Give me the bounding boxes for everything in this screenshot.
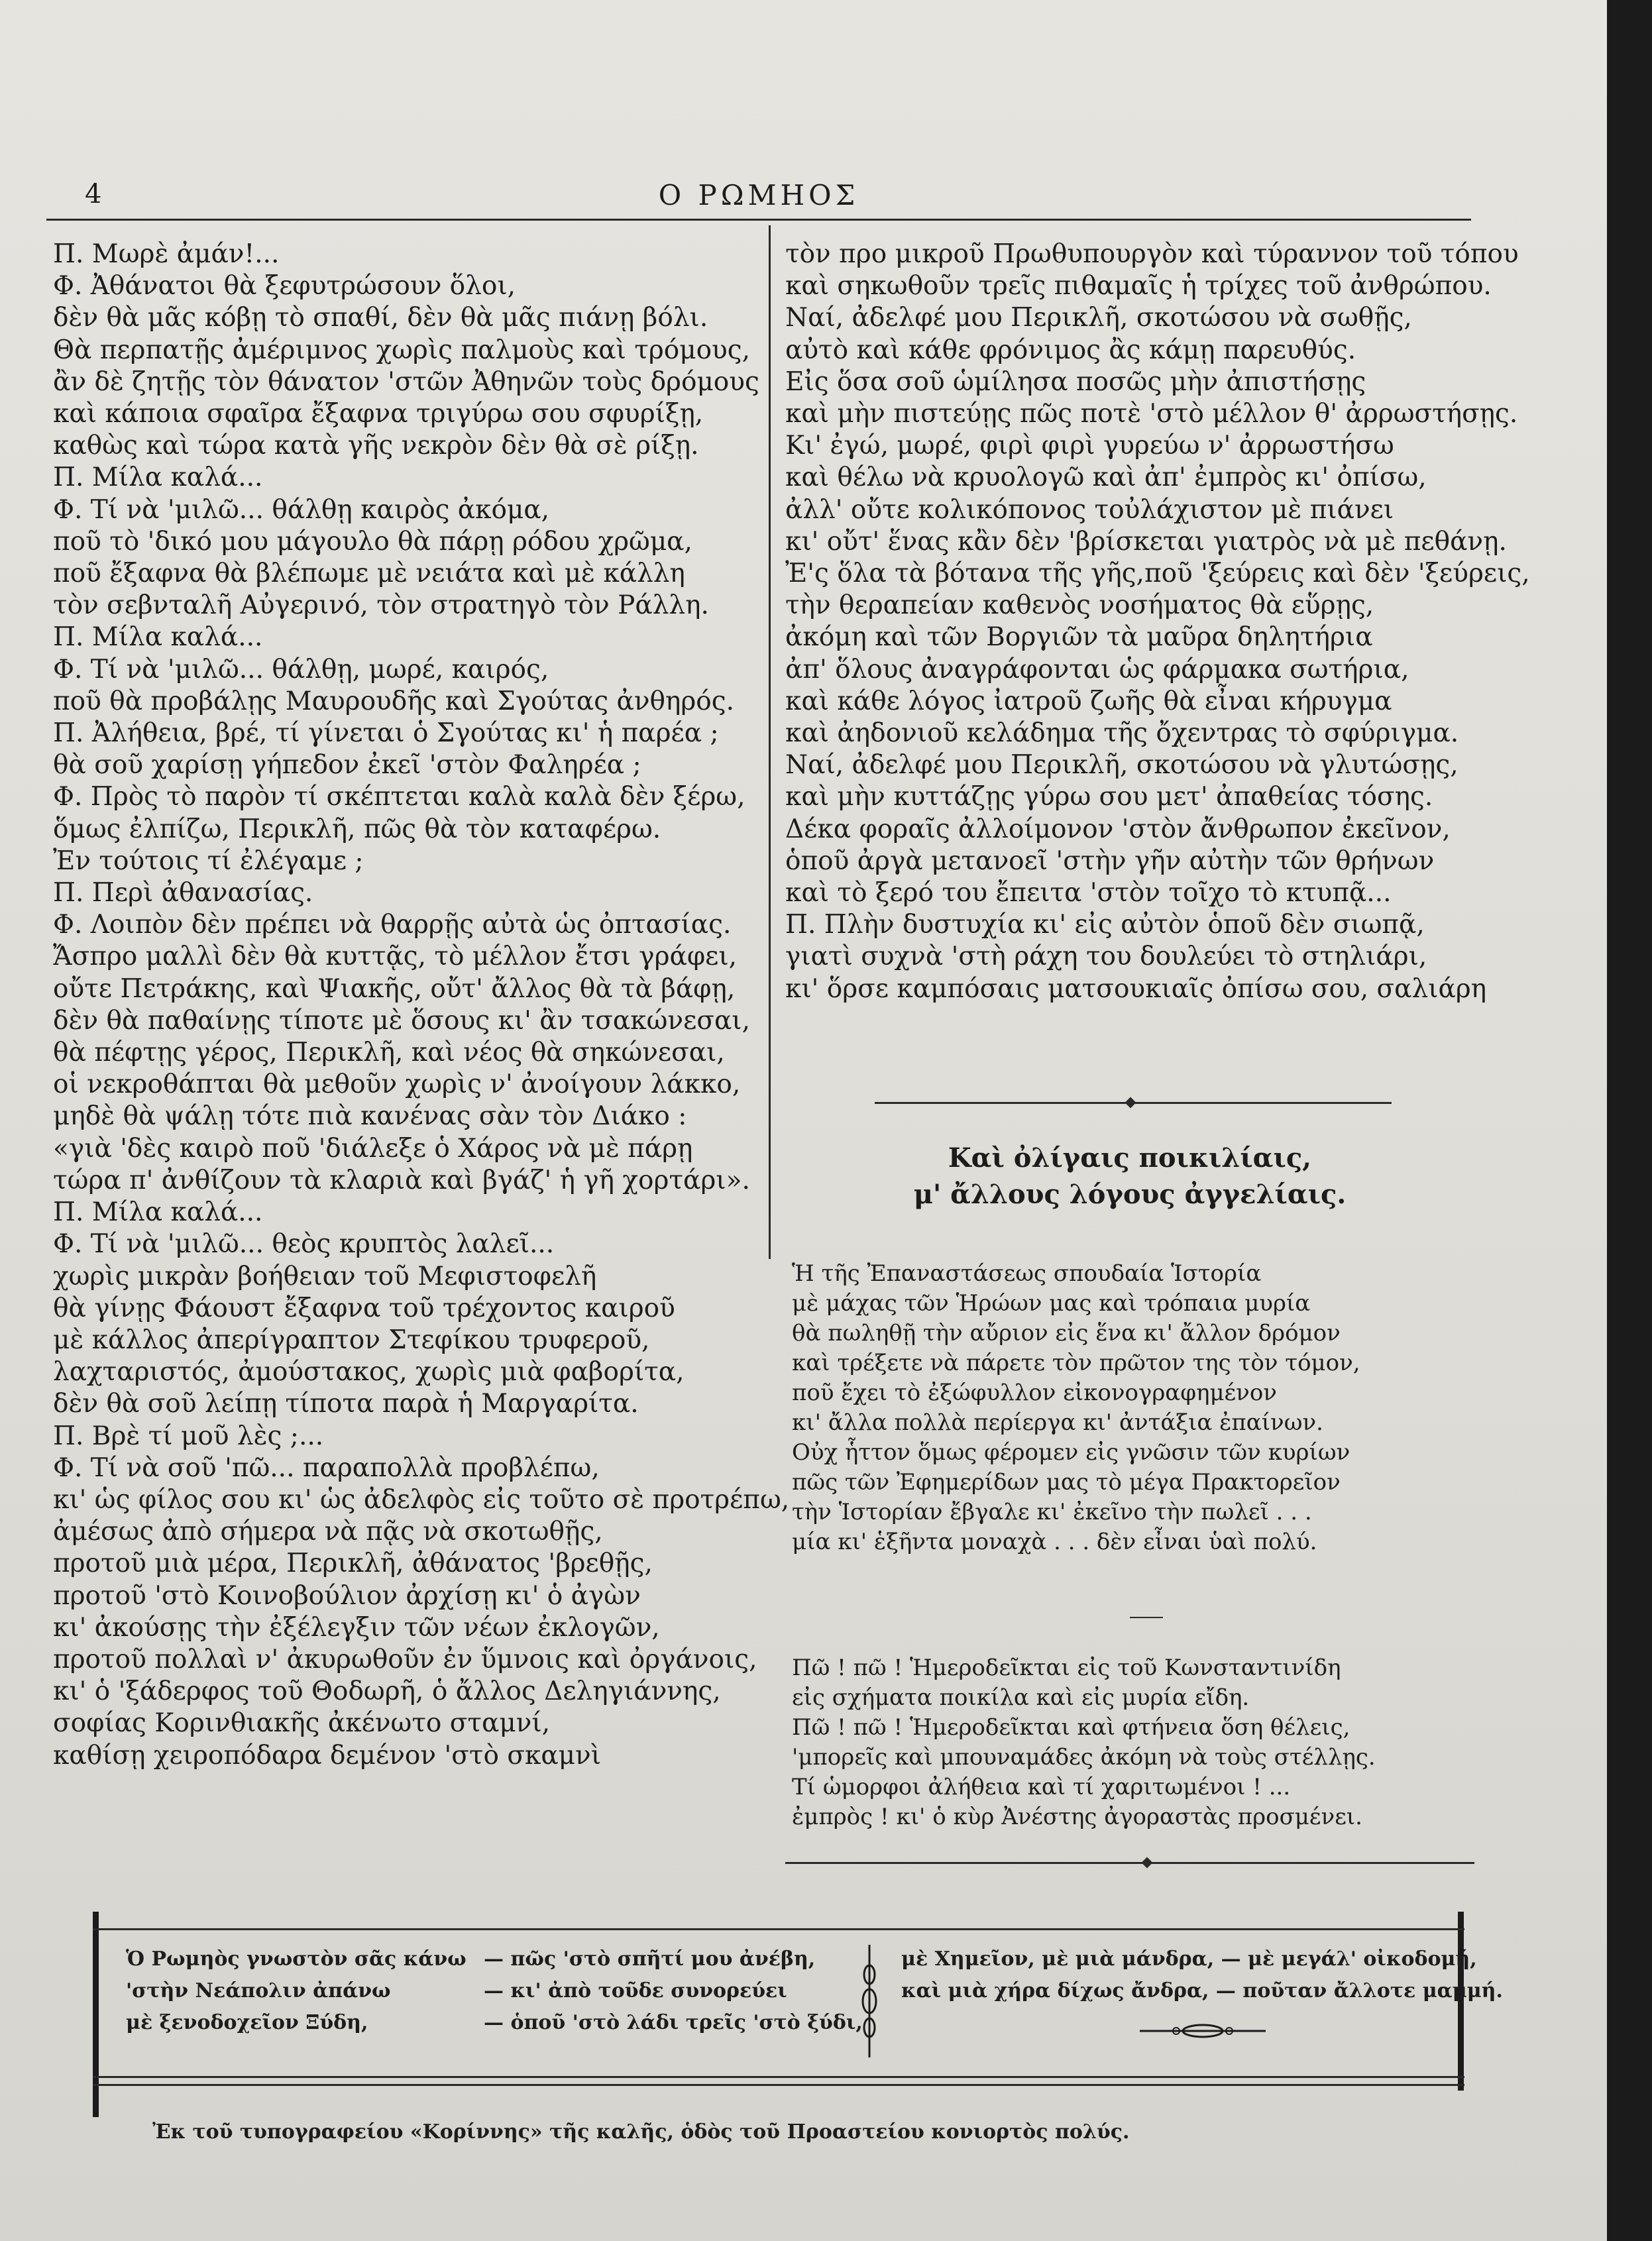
ad-left-text: [126, 1943, 863, 2039]
text-line: καθὼς καὶ τώρα κατὰ γῆς νεκρὸν δὲν θὰ σὲ ρίξῃ.: [53, 431, 699, 461]
text-line: Φ. Τί νὰ 'μιλῶ... θεὸς κρυπτὸς λαλεῖ...: [53, 1229, 555, 1260]
text-line: προτοῦ 'στὸ Κοινοβούλιον ἀρχίσῃ κι' ὁ ἀγὼν: [53, 1580, 641, 1611]
ad-line: [126, 2007, 863, 2039]
text-line: Π. Μίλα καλά...: [53, 622, 263, 653]
text-line: καὶ τρέξετε νὰ πάρετε τὸν πρῶτον της τὸν τόμον,: [792, 1350, 1360, 1376]
advertisement-box: [93, 1928, 1503, 2078]
text-line: τὸν σεβνταλῆ Αὐγερινό, τὸν στρατηγὸ τὸν Ράλλη.: [53, 590, 709, 621]
text-line: Π. Μωρὲ ἀμάν!...: [53, 239, 280, 269]
text-line: καθίσῃ χειροπόδαρα δεμένον 'στὸ σκαμνὶ: [53, 1740, 601, 1771]
text-line: 'μπορεῖς καὶ μπουναμάδες ἀκόμη νὰ τοὺς στέλλῃς.: [792, 1744, 1376, 1771]
text-line: αὐτὸ καὶ κάθε φρόνιμος ἂς κάμῃ παρευθύς.: [785, 335, 1356, 365]
text-line: λαχταριστός, ἀμούστακος, χωρὶς μιὰ φαβορίτα,: [53, 1357, 685, 1388]
ad-line-second-half: — πῶς 'στὸ σπῆτί μου ἀνέβη,: [484, 1947, 816, 1971]
ad-line: καὶ μιὰ χήρα δίχως ἄνδρα, — ποῦταν ἄλλοτε μαμμή.: [901, 1979, 1503, 2002]
text-line: δὲν θὰ μᾶς κόβῃ τὸ σπαθί, δὲν θὰ μᾶς πιάνῃ βόλι.: [53, 303, 708, 333]
text-line: ποῦ ἔχει τὸ ἐξώφυλλον εἰκονογραφημένον: [792, 1380, 1277, 1406]
text-line: ἀκόμη καὶ τῶν Βοργιῶν τὰ μαῦρα δηλητήρια: [785, 622, 1373, 653]
ad-line: μὲ Χημεῖον, μὲ μιὰ μάνδρα, — μὲ μεγάλ' οἰκοδομή,: [901, 1947, 1477, 1971]
ad-line-first-half: 'στὴν Νεάπολιν ἀπάνω: [126, 1979, 391, 2002]
text-line: δὲν θὰ σοῦ λείπῃ τίποτα παρὰ ἡ Μαργαρίτα.: [53, 1389, 639, 1419]
left-column: [53, 239, 790, 1772]
text-line: καὶ κάποια σφαῖρα ἔξαφνα τριγύρω σου σφυρίξῃ,: [53, 399, 704, 429]
ad-line-second-half: — ὁποῦ 'στὸ λάδι τρεῖς 'στὸ ξύδι,: [484, 2011, 863, 2034]
text-line: Φ. Τί νὰ σοῦ 'πῶ... παραπολλὰ προβλέπω,: [53, 1452, 600, 1483]
text-line: σοφίας Κορινθιακῆς ἀκένωτο σταμνί,: [53, 1708, 551, 1739]
footer-rule: [93, 2084, 1464, 2086]
text-line: τὴν Ἱστορίαν ἔβγαλε κι' ἐκεῖνο τὴν πωλεῖ . . .: [792, 1499, 1312, 1525]
text-line: Π. Μίλα καλά...: [53, 463, 263, 493]
text-line: μηδὲ θὰ ψάλῃ τότε πιὰ κανένας σὰν τὸν Διάκο :: [53, 1101, 687, 1132]
ad-line-first-half: μὲ ξενοδοχεῖον Ξύδη,: [126, 2011, 368, 2034]
text-line: μία κι' ἑξῆντα μοναχὰ . . . δὲν εἶναι ὑαὶ πολύ.: [792, 1529, 1317, 1555]
text-line: ἐμπρὸς ! κι' ὁ κὺρ Ἀνέστης ἀγοραστὰς προσμένει.: [792, 1804, 1362, 1830]
text-line: κι' ἀκούσῃς τὴν ἐξέλεγξιν τῶν νέων ἐκλογῶν,: [53, 1612, 660, 1643]
text-line: κι' ὁ 'ξάδερφος τοῦ Θοδωρῆ, ὁ ἄλλος Δεληγιάννης,: [53, 1676, 721, 1707]
text-line: γιατὶ συχνὰ 'στὴ ράχη του δουλεύει τὸ στηλιάρι,: [785, 942, 1427, 972]
text-line: πῶς τῶν Ἐφημερίδων μας τὸ μέγα Πρακτορεῖον: [792, 1469, 1341, 1496]
text-line: κι' ὡς φίλος σου κι' ὡς ἀδελφὸς εἰς τοῦτο σὲ προτρέπω,: [53, 1484, 790, 1515]
text-line: Οὐχ ἧττον ὅμως φέρομεν εἰς γνῶσιν τῶν κυρίων: [792, 1439, 1350, 1466]
text-line: ὁποῦ ἀργὰ μετανοεῖ 'στὴν γῆν αὐτὴν τῶν θρήνων: [785, 846, 1435, 876]
text-line: Ἄσπρο μαλλὶ δὲν θὰ κυττᾷς, τὸ μέλλον ἔτσι γράφει,: [53, 942, 738, 972]
text-line: Ἡ τῆς Ἐπαναστάσεως σπουδαία Ἱστορία: [792, 1260, 1262, 1287]
text-line: τὸν προ μικροῦ Πρωθυπουργὸν καὶ τύραννον τοῦ τόπου: [785, 239, 1519, 269]
text-line: Φ. Πρὸς τὸ παρὸν τί σκέπτεται καλὰ καλὰ δὲν ξέρω,: [53, 782, 745, 812]
text-line: καὶ σηκωθοῦν τρεῖς πιθαμαῖς ἡ τρίχες τοῦ ἀνθρώπου.: [785, 271, 1492, 301]
text-line: Φ. Τί νὰ 'μιλῶ... θάλθῃ, μωρέ, καιρός,: [53, 654, 549, 684]
text-line: Θὰ περπατῇς ἀμέριμνος χωρὶς παλμοὺς καὶ τρόμους,: [53, 335, 751, 365]
text-line: εἰς σχήματα ποικίλα καὶ εἰς μυρία εἴδη.: [792, 1684, 1250, 1711]
text-line: θὰ γίνῃς Φάουστ ἔξαφνα τοῦ τρέχοντος καιροῦ: [53, 1293, 675, 1323]
text-line: κι' ὅρσε καμπόσαις ματσουκιαῖς ὀπίσω σου, σαλιάρη: [785, 973, 1487, 1004]
text-line: Κι' ἐγώ, μωρέ, φιρὶ φιρὶ γυρεύω ν' ἀρρωστήσω: [785, 431, 1394, 461]
text-line: μὲ κάλλος ἀπερίγραπτον Στεφίκου τρυφεροῦ,: [53, 1325, 650, 1355]
text-line: θὰ πέφτῃς γέρος, Περικλῆ, καὶ νέος θὰ σηκώνεσαι,: [53, 1038, 725, 1068]
text-line: κι' ἄλλα πολλὰ περίεργα κι' ἀντάξια ἐπαίνων.: [792, 1409, 1323, 1436]
text-line: ὅμως ἐλπίζω, Περικλῆ, πῶς θὰ τὸν καταφέρω.: [53, 814, 661, 844]
page-edge-shadow: [1607, 0, 1652, 2241]
announcement-calendars: [785, 1653, 1474, 1832]
text-line: Π. Πλὴν δυστυχία κι' εἰς αὐτὸν ὁποῦ δὲν σιωπᾷ,: [785, 910, 1425, 940]
text-line: ποῦ τὸ 'δικό μου μάγουλο θὰ πάρῃ ρόδου χρῶμα,: [53, 526, 692, 557]
text-line: οἱ νεκροθάπται θὰ μεθοῦν χωρὶς ν' ἀνοίγουν λάκκο,: [53, 1069, 741, 1100]
text-line: Ναί, ἀδελφέ μου Περικλῆ, σκοτώσου νὰ σωθῇς,: [785, 303, 1412, 333]
ornament-icon: [861, 1945, 877, 2057]
newspaper-title: Ο ΡΩΜΗΟΣ: [658, 179, 859, 211]
text-line: Ἐν τούτοις τί ἐλέγαμε ;: [53, 846, 364, 876]
text-line: τὴν θεραπείαν καθενὸς νοσήματος θὰ εὕρῃς,: [785, 590, 1374, 621]
announcement-title-2: μ' ἄλλους λόγους ἀγγελίαις.: [913, 1179, 1347, 1210]
text-line: οὔτε Πετράκης, καὶ Ψιακῆς, οὔτ' ἄλλος θὰ τὰ βάφῃ,: [53, 973, 736, 1004]
text-line: Πῶ ! πῶ ! Ἡμεροδεῖκται εἰς τοῦ Κωνσταντινίδη: [792, 1655, 1341, 1681]
rule-ornament: [1125, 1097, 1136, 1109]
text-line: ἀπ' ὅλους ἀναγράφονται ὡς φάρμακα σωτήρια,: [785, 654, 1409, 684]
text-line: κι' οὔτ' ἕνας κἂν δὲν 'βρίσκεται γιατρὸς νὰ μὲ πεθάνῃ.: [785, 526, 1507, 557]
text-line: καὶ ἀηδονιοῦ κελάδημα τῆς ὄχεντρας τὸ σφύριγμα.: [785, 718, 1459, 749]
short-divider: [1130, 1617, 1163, 1618]
ad-line-first-half: Ὁ Ρωμηὸς γνωστὸν σᾶς κάνω: [126, 1947, 467, 1971]
text-line: ἂν δὲ ζητῇς τὸν θάνατον 'στῶν Ἀθηνῶν τοὺς δρόμους: [53, 366, 759, 397]
ad-line: [126, 1975, 835, 2007]
text-line: «γιὰ 'δὲς καιρὸ ποῦ 'διάλεξε ὁ Χάρος νὰ μὲ πάρῃ: [53, 1133, 693, 1164]
page-number: 4: [85, 179, 102, 209]
flourish-icon: [1140, 2023, 1266, 2039]
text-line: Φ. Λοιπὸν δὲν πρέπει νὰ θαρρῇς αὐτὰ ὡς ὀπτασίας.: [53, 910, 732, 940]
text-line: ποῦ ἔξαφνα θὰ βλέπωμε μὲ νειάτα καὶ μὲ κάλλη: [53, 559, 685, 589]
text-line: μὲ μάχας τῶν Ἡρώων μας καὶ τρόπαια μυρία: [792, 1290, 1311, 1317]
text-line: Π. Βρὲ τί μοῦ λὲς ;...: [53, 1421, 324, 1451]
text-line: Ἐ'ς ὅλα τὰ βότανα τῆς γῆς,ποῦ 'ξεύρεις καὶ δὲν 'ξεύρεις,: [785, 559, 1530, 589]
text-line: Πῶ ! πῶ ! Ἡμεροδεῖκται καὶ φτήνεια ὅση θέλεις,: [792, 1714, 1350, 1741]
text-line: καὶ θέλω νὰ κρυολογῶ καὶ ἀπ' ἐμπρὸς κι' ὀπίσω,: [785, 463, 1427, 493]
announcement-title-1: Καὶ ὀλίγαις ποικιλίαις,: [948, 1142, 1312, 1174]
text-line: Δέκα φοραῖς ἀλλοίμονον 'στὸν ἄνθρωπον ἐκεῖνον,: [785, 814, 1451, 844]
text-line: ποῦ θὰ προβάλῃς Μαυρουδῆς καὶ Σγούτας ἀνθηρός.: [53, 686, 735, 716]
text-line: καὶ μὴν πιστεύῃς πῶς ποτὲ 'στὸ μέλλον θ' ἀρρωστήσῃς.: [785, 399, 1518, 429]
column-divider: [769, 225, 771, 1259]
text-line: Φ. Ἀθάνατοι θὰ ξεφυτρώσουν ὅλοι,: [53, 271, 516, 301]
rule-ornament-bottom: [1142, 1857, 1153, 1869]
ad-line-second-half: — κι' ἀπὸ τοῦδε συνορεύει: [484, 1979, 787, 2002]
ad-right-text: [901, 1943, 1503, 2007]
text-line: Π. Περὶ ἀθανασίας.: [53, 878, 313, 908]
text-line: Φ. Τί νὰ 'μιλῶ... θάλθῃ καιρὸς ἀκόμα,: [53, 494, 550, 525]
text-line: καὶ μὴν κυττάζῃς γύρω σου μετ' ἀπαθείας τόσης.: [785, 782, 1433, 812]
section-rule-bottom: [785, 1862, 1474, 1864]
text-line: Ναί, ἀδελφέ μου Περικλῆ, σκοτώσου νὰ γλυτώσῃς,: [785, 750, 1459, 781]
page-header: [46, 179, 1471, 221]
text-line: προτοῦ μιὰ μέρα, Περικλῆ, ἀθάνατος 'βρεθῇς,: [53, 1549, 653, 1579]
right-column: [785, 239, 1530, 1005]
text-line: καὶ κάθε λόγος ἰατροῦ ζωῆς θὰ εἶναι κήρυγμα: [785, 686, 1392, 716]
text-line: ἀλλ' οὔτε κολικόπονος τοὐλάχιστον μὲ πιάνει: [785, 494, 1394, 525]
text-line: προτοῦ πολλαὶ ν' ἀκυρωθοῦν ἐν ὕμνοις καὶ ὀργάνοις,: [53, 1644, 757, 1674]
text-line: δὲν θὰ παθαίνῃς τίποτε μὲ ὅσους κι' ἂν τσακώνεσαι,: [53, 1005, 750, 1036]
text-line: θὰ σοῦ χαρίσῃ γήπεδον ἐκεῖ 'στὸν Φαληρέα ;: [53, 750, 641, 781]
printer-imprint: Ἐκ τοῦ τυπογραφείου «Κορίννης» τῆς καλῆς, ὁδὸς τοῦ Προαστείου κονιορτὸς πολύς.: [152, 2120, 1130, 2144]
text-line: θὰ πωληθῇ τὴν αὔριον εἰς ἕνα κι' ἄλλον δρόμον: [792, 1320, 1341, 1346]
text-line: καὶ τὸ ξερό του ἔπειτα 'στὸν τοῖχο τὸ κτυπᾷ...: [785, 878, 1392, 908]
text-line: Τί ὡμορφοι ἀλήθεια καὶ τί χαριτωμένοι ! ...: [792, 1774, 1291, 1800]
text-line: χωρὶς μικρὰν βοήθειαν τοῦ Μεφιστοφελῆ: [53, 1261, 597, 1291]
text-line: Εἰς ὅσα σοῦ ὡμίλησα ποσῶς μὴν ἀπιστήσῃς: [785, 366, 1366, 397]
text-line: Π. Ἀλήθεια, βρέ, τί γίνεται ὁ Σγούτας κι' ἡ παρέα ;: [53, 718, 719, 749]
text-line: τώρα π' ἀνθίζουν τὰ κλαριὰ καὶ βγάζ' ἡ γῆ χορτάρι».: [53, 1165, 750, 1195]
announcement-history: [785, 1259, 1474, 1557]
ad-line: [126, 1943, 835, 1975]
text-line: ἀμέσως ἀπὸ σήμερα νὰ πᾷς νὰ σκοτωθῇς,: [53, 1517, 603, 1547]
text-line: Π. Μίλα καλά...: [53, 1197, 263, 1228]
